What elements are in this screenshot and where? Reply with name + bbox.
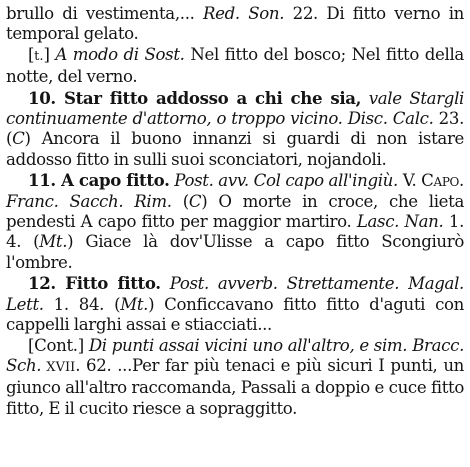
entry-cont-close-stitches [6,336,464,420]
text-run: ) O morte in croce, che lieta pendesti A capo fitto per maggior martiro. [6,191,464,232]
text-run: [ [28,44,35,64]
text-run: Di punti assai vicini uno all'altro, e sim. Bracc. Sch. [6,335,464,375]
entry-continuation [6,4,464,45]
text-run: A modo di Sost. [55,44,185,64]
text-run: 12. Fitto fitto. [28,273,161,294]
text-run: 22. Di fitto verno in temporal gelato. [6,4,465,44]
text-run: 1. 84. ( [43,294,121,314]
text-run: ) Giace là dov'Ulisse a capo fitto Scongiurò l'ombre. [6,232,464,272]
text-run: 10. Star fitto addosso a chi che sia, [28,87,362,108]
text-run: C [188,191,202,211]
text-run: [Cont.] [28,335,89,355]
text-run: Post. avv. Col capo all'ingiù. [169,171,398,191]
text-run: Mt. [39,232,68,252]
text-run: ) Ancora il buono innanzi si guardi di non istare addosso fitto in sulli suoi sconciatori, nojandoli. [6,129,464,169]
text-run: C [12,129,25,149]
text-run: ( [171,191,189,211]
text-run: 11. A capo fitto. [28,170,170,191]
text-run: Capo. [421,171,464,191]
text-run: Post. avverb. Strettamente. Magal. Lett. [6,274,464,314]
text-run: V. [397,171,422,191]
text-run: 23. ( [6,109,465,149]
text-run: Lasc. Nan. [356,212,444,232]
text-run: 1. 4. ( [6,212,464,252]
entry-sense-12 [6,273,464,335]
text-run: . 62. ...Per far più tenaci e più sicuri I punti, un giunco all'altro raccomanda, Passali a doppio e cuce fitto fitto, E il cucito riesce a sopraggitto. [6,355,465,418]
text-run: t. [34,48,44,64]
text-run: ) Conficcavano fitto fitto d'aguti con cappelli larghi assai e stiacciati... [6,294,464,335]
text-run: XVII [41,359,76,375]
text-run: vale Stargli continuamente d'attorno, o troppo vicino. Disc. Calc. [6,88,464,129]
text-run: Franc. Sacch. Rim. [6,191,172,211]
text-run: Nel fitto del bosco; Nel fitto della notte, del verno. [6,44,464,87]
entry-sense-11 [6,170,464,273]
entry-substantive-use [6,45,464,88]
entry-sense-10 [6,88,464,171]
text-run: Red. Son. [203,4,285,23]
text-run: Mt. [120,294,149,314]
text-run: ] [43,44,56,64]
text-run: brullo di vestimenta,... [6,4,203,23]
